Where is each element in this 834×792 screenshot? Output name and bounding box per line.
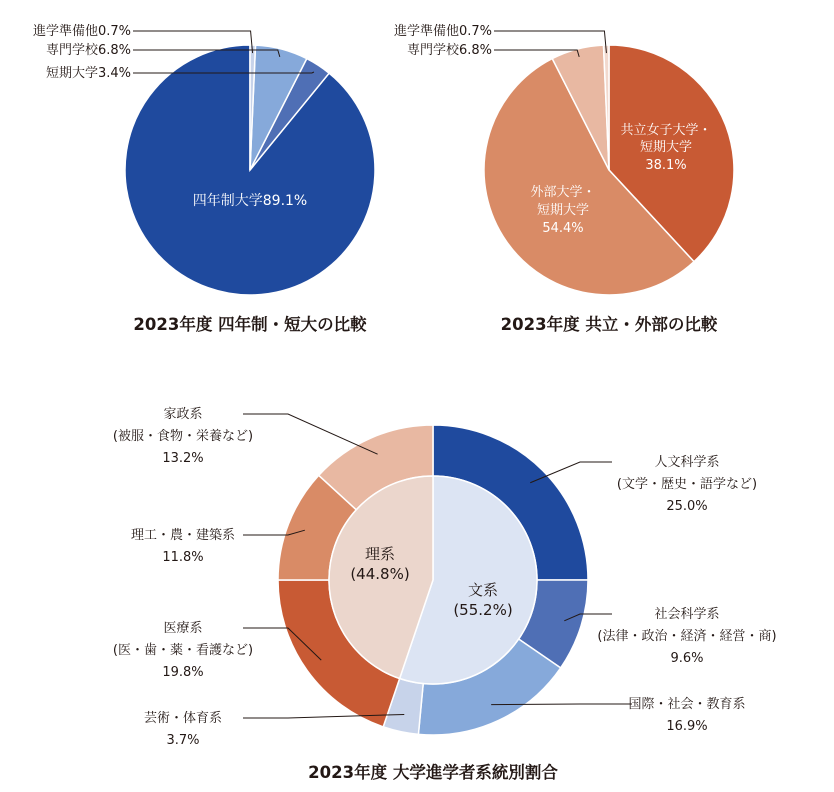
pie2-slice-label: 短期大学 (536, 203, 590, 218)
donut-callout-label: 社会科学系 (654, 607, 720, 622)
donut-callout-label: (被服・食物・栄養など) (112, 429, 254, 444)
donut-callout-value: 3.7% (166, 733, 200, 748)
donut-inner-label: 文系 (467, 581, 499, 599)
donut-callout-label: 人文科学系 (654, 455, 720, 470)
donut-callout-label: (文学・歴史・語学など) (616, 477, 758, 492)
donut-leader-line (491, 704, 632, 705)
pie2-callout-label: 進学準備他0.7% (393, 24, 492, 39)
pie1-slice-label: 四年制大学89.1% (192, 193, 308, 209)
donut-inner-value: (44.8%) (350, 565, 410, 583)
donut-callout-value: 16.9% (666, 719, 708, 734)
pie1-callout-label: 専門学校6.8% (45, 43, 131, 58)
donut-title: 2023年度 大学進学者系統別割合 (308, 763, 558, 782)
donut-inner-label: 理系 (364, 545, 396, 563)
pie2-slice-label: 外部大学・ (530, 185, 596, 200)
pie1-callout-label: 進学準備他0.7% (32, 24, 131, 39)
pie1-title: 2023年度 四年制・短大の比較 (133, 315, 367, 334)
pie2-callout-label: 専門学校6.8% (406, 43, 492, 58)
donut-callout-value: 11.8% (162, 550, 204, 565)
pie2-slice-label: 短期大学 (639, 140, 693, 155)
donut-callout-label: 芸術・体育系 (143, 711, 223, 726)
donut-callout-label: 理工・農・建築系 (130, 528, 236, 543)
donut-callout-label: 国際・社会・教育系 (628, 697, 746, 712)
pie2-slice-value: 54.4% (542, 221, 584, 236)
donut-callout-label: 家政系 (163, 407, 203, 422)
pie2-title: 2023年度 共立・外部の比較 (500, 315, 718, 334)
donut-callout-label: (医・歯・薬・看護など) (112, 643, 254, 658)
donut-callout-label: 医療系 (163, 621, 203, 636)
pie2-slice-value: 38.1% (645, 158, 687, 173)
donut-inner-value: (55.2%) (453, 601, 513, 619)
donut-callout-value: 13.2% (162, 451, 204, 466)
donut-callout-value: 9.6% (670, 651, 704, 666)
donut-callout-label: (法律・政治・経済・経営・商) (597, 629, 777, 644)
donut-callout-value: 19.8% (162, 665, 204, 680)
pie2-slice-label: 共立女子大学・ (620, 123, 712, 138)
donut-callout-value: 25.0% (666, 499, 708, 514)
pie1-callout-label: 短期大学3.4% (45, 66, 131, 81)
